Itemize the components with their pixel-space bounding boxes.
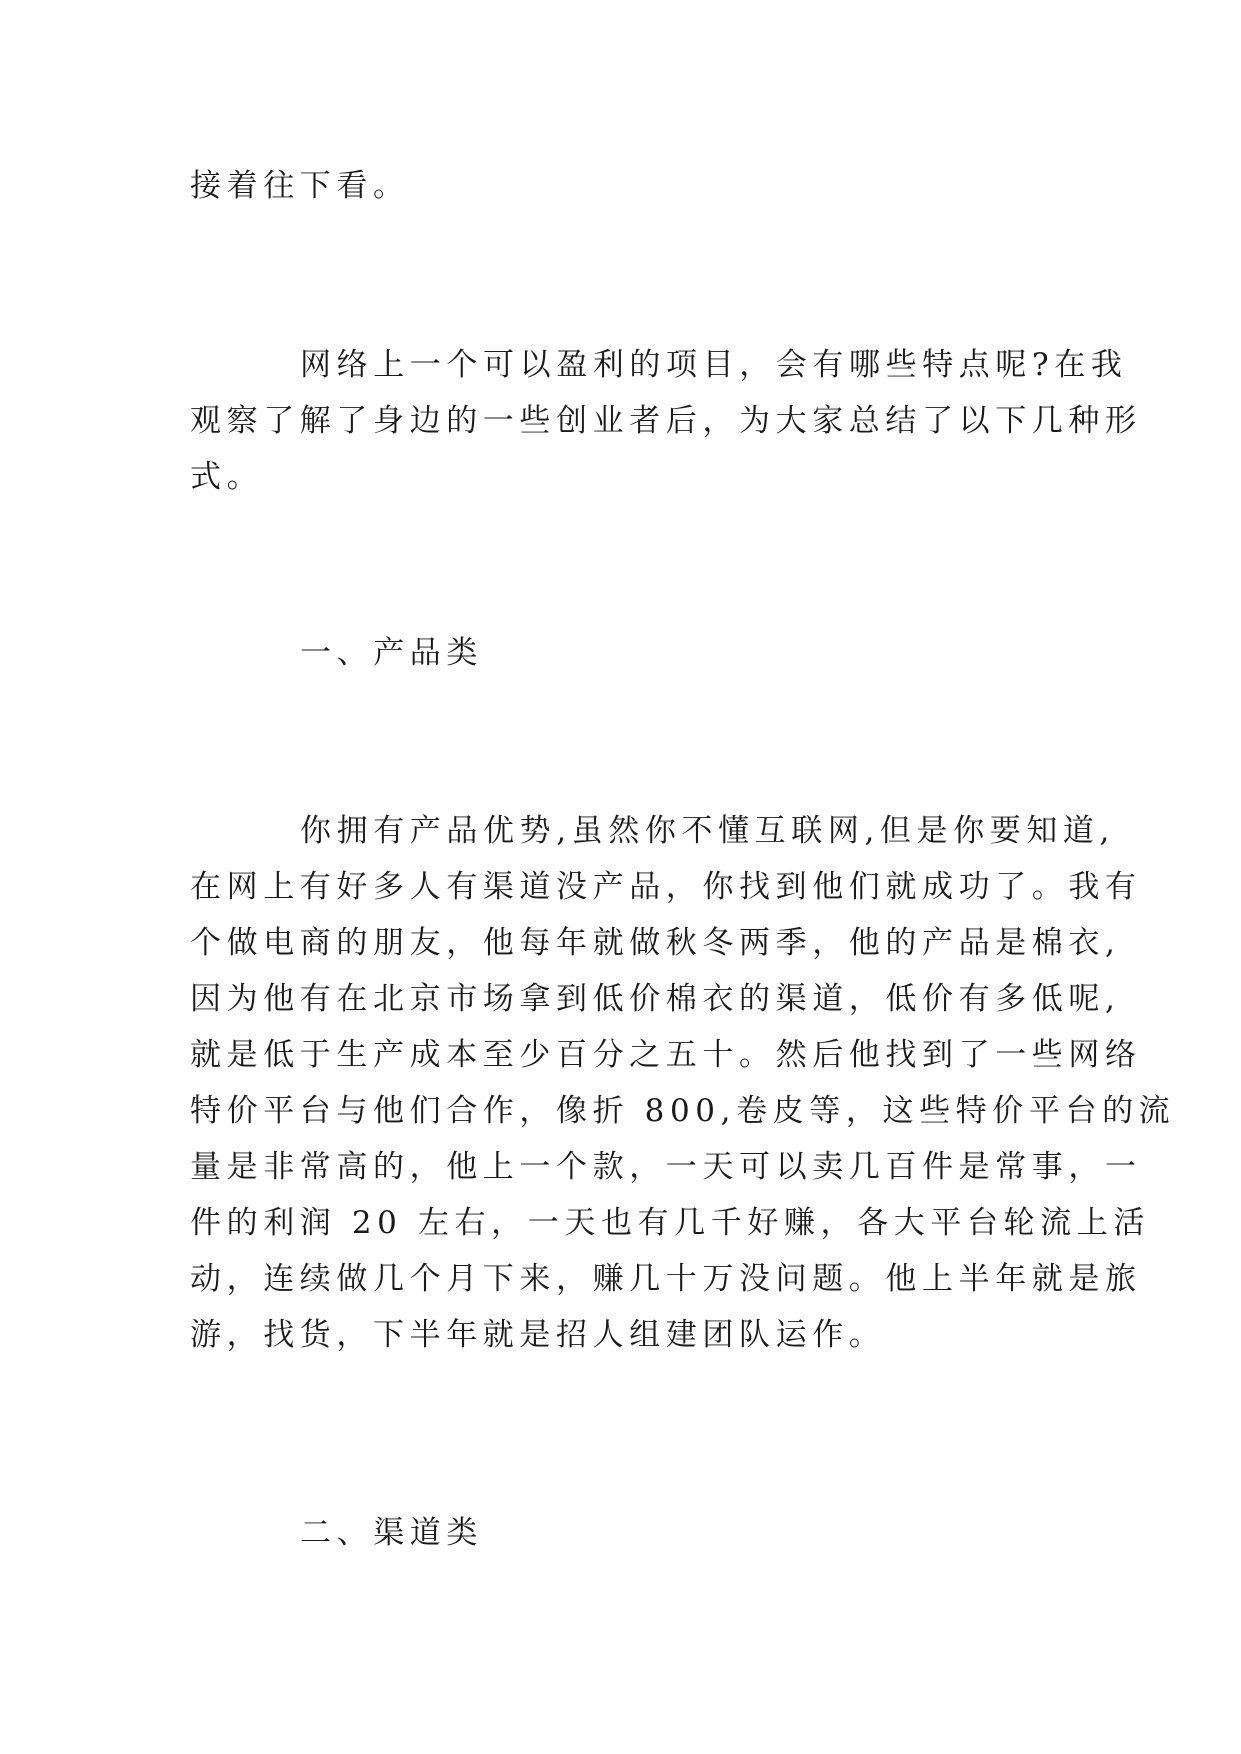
section-heading-text: 二、渠道类 [300,1515,483,1551]
paragraph-line: 动，连续做几个月下来，赚几十万没问题。他上半年就是旅 [190,1261,1142,1297]
question-paragraph [190,337,1142,505]
paragraph-line: 在网上有好多人有渠道没产品，你找到他们就成功了。我有 [190,869,1142,905]
intro-paragraph [190,158,1060,214]
paragraph-line: 观察了解了身边的一些创业者后，为大家总结了以下几种形 [190,403,1142,439]
paragraph-line: 个做电商的朋友，他每年就做秋冬两季，他的产品是棉衣, [190,925,1121,961]
paragraph-line: 件的利润 20 左右，一天也有几千好赚，各大平台轮流上活 [190,1205,1150,1241]
paragraph-line: 网络上一个可以盈利的项目，会有哪些特点呢?在我 [300,347,1128,383]
paragraph-line: 就是低于生产成本至少百分之五十。然后他找到了一些网络 [190,1037,1142,1073]
paragraph-line: 量是非常高的，他上一个款，一天可以卖几百件是常事，一 [190,1149,1142,1185]
paragraph-line: 式。 [190,459,264,495]
section-heading-text: 一、产品类 [300,635,483,671]
section-heading-channel [190,1505,1060,1561]
paragraph-line: 因为他有在北京市场拿到低价棉衣的渠道，低价有多低呢, [190,981,1121,1017]
paragraph-line: 你拥有产品优势,虽然你不懂互联网,但是你要知道, [300,813,1115,849]
paragraph-line: 游，找货，下半年就是招人组建团队运作。 [190,1317,886,1353]
paragraph-line: 接着往下看。 [190,168,410,204]
product-paragraph [190,803,1176,1363]
paragraph-line: 特价平台与他们合作，像折 800,卷皮等，这些特价平台的流 [190,1093,1176,1129]
section-heading-product [190,625,1060,681]
